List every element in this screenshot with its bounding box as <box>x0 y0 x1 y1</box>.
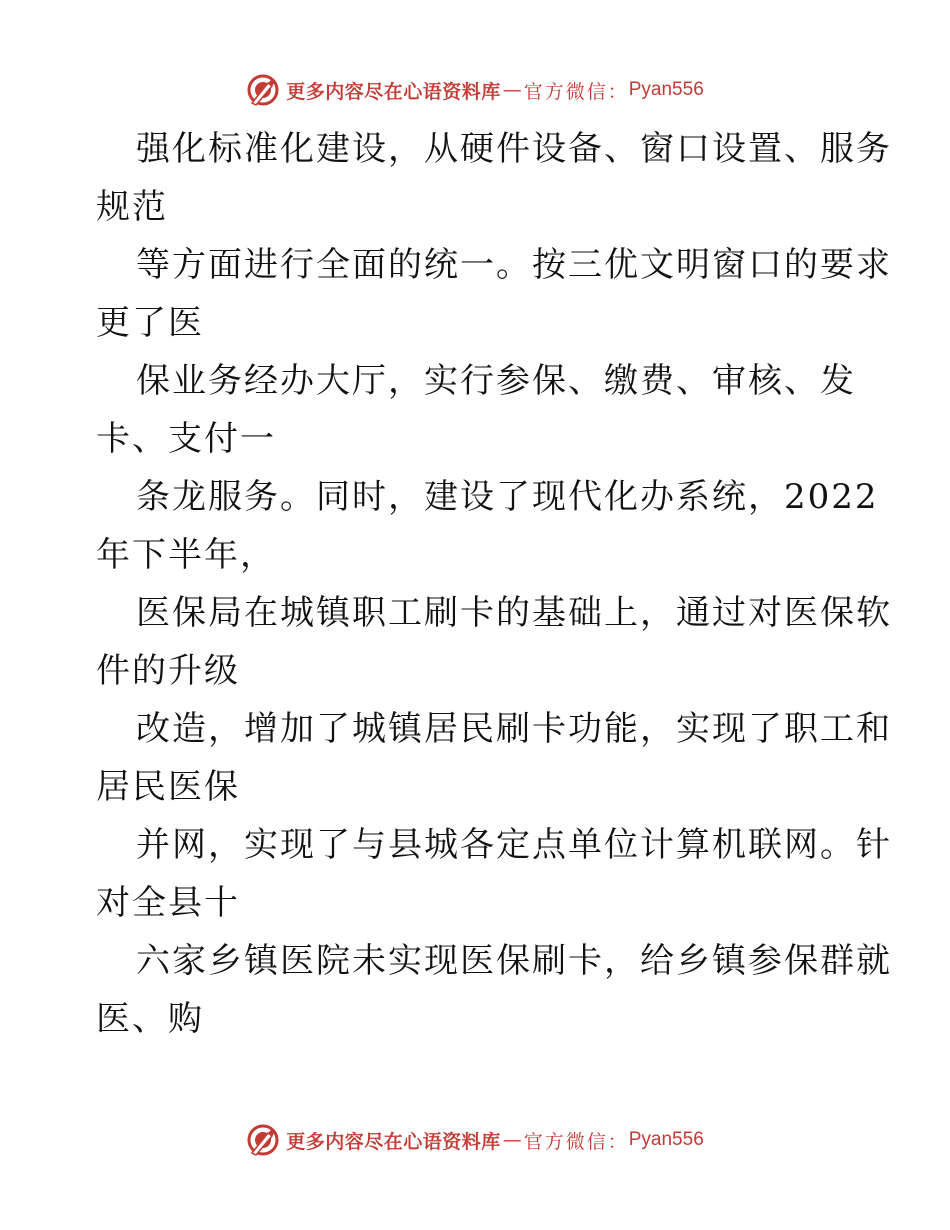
paragraph-line: 等方面进行全面的统一。按三优文明窗口的要求 <box>136 245 892 285</box>
pen-logo-icon <box>246 73 280 107</box>
header-separator: — <box>502 79 522 101</box>
paragraph-line: 卡、支付一 <box>96 419 276 459</box>
document-body <box>96 120 892 1048</box>
paragraph-3 <box>96 352 876 468</box>
paragraph-line: 保业务经办大厅，实行参保、缴费、审核、发 <box>136 361 856 401</box>
paragraph-line: 改造，增加了城镇居民刷卡功能，实现了职工和 <box>136 709 892 749</box>
paragraph-line: 对全县十 <box>96 883 240 923</box>
header-brand-text: 更多内容尽在心语资料库 <box>286 80 501 103</box>
footer-banner <box>0 1120 950 1160</box>
paragraph-2 <box>96 236 892 352</box>
paragraph-line: 居民医保 <box>96 767 240 807</box>
paragraph-7 <box>96 816 892 932</box>
paragraph-6 <box>96 700 892 816</box>
paragraph-line: 六家乡镇医院未实现医保刷卡，给乡镇参保群就 <box>136 941 892 981</box>
paragraph-8 <box>96 932 892 1048</box>
footer-wechat-id: Pyan556 <box>628 1129 704 1150</box>
paragraph-line: 更了医 <box>96 303 204 343</box>
header-wechat-label: 官方微信： <box>523 80 629 103</box>
paragraph-1 <box>96 120 892 236</box>
paragraph-line: 医、购 <box>96 999 204 1039</box>
footer-separator: — <box>502 1129 522 1151</box>
pen-logo-icon <box>246 1123 280 1157</box>
header-banner <box>0 70 950 110</box>
paragraph-line: 医保局在城镇职工刷卡的基础上，通过对医保软 <box>136 593 892 633</box>
paragraph-line: 件的升级 <box>96 651 240 691</box>
paragraph-line: 条龙服务。同时，建设了现代化办系统，2022 <box>136 477 879 517</box>
paragraph-line: 规范 <box>96 187 168 227</box>
footer-wechat-label: 官方微信： <box>523 1130 629 1153</box>
paragraph-5 <box>96 584 892 700</box>
paragraph-4 <box>96 468 879 584</box>
footer-brand-text: 更多内容尽在心语资料库 <box>286 1130 501 1153</box>
paragraph-line: 强化标准化建设，从硬件设备、窗口设置、服务 <box>136 129 892 169</box>
paragraph-line: 并网，实现了与县城各定点单位计算机联网。针 <box>136 825 892 865</box>
header-wechat-id: Pyan556 <box>628 79 704 100</box>
paragraph-line: 年下半年， <box>96 535 276 575</box>
